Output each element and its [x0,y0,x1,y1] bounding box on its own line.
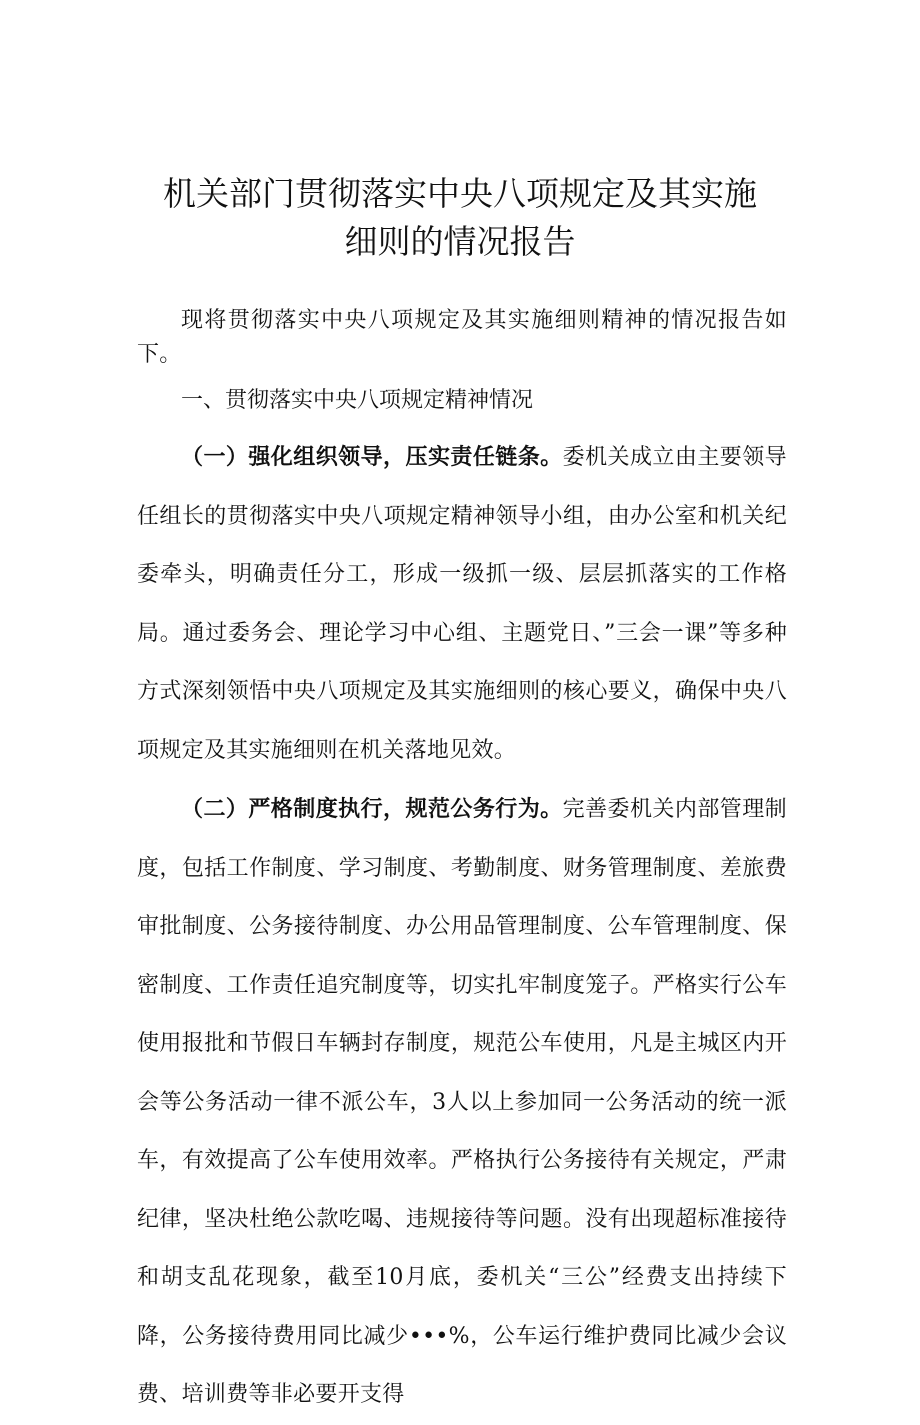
document-title-line-1: 机关部门贯彻落实中央八项规定及其实施 [163,174,757,213]
paragraph-1 [137,428,787,780]
document-body [137,304,787,1425]
paragraph-1-lead: （一）强化组织领导，压实责任链条。 [181,444,563,470]
paragraph-2-body: 完善委机关内部管理制度，包括工作制度、学习制度、考勤制度、财务管理制度、差旅费审批制度、公务接待制度、办公用品管理制度、公车管理制度、保密制度、工作责任追究制度等，切实扎牢制度笼子。严格实行公车使用报批和节假日车辆封存制度，规范公车使用，凡是主城区内开会等公务活动一律不派公车，3人以上参加同一公务活动的统一派车，有效提高了公车使用效率。严格执行公务接待有关规定，严肃纪律，坚决杜绝公款吃喝、违规接待等问题。没有出现超标准接待和胡支乱花现象，截至10月底，委机关“三公”经费支出持续下降，公务接待费用同比减少•••%，公车运行维护费同比减少会议费、培训费等非必要开支得 [137,797,787,1407]
paragraph-2-lead: （二）严格制度执行，规范公务行为。 [181,796,563,822]
paragraph-2 [137,780,787,1425]
intro-paragraph: 现将贯彻落实中央八项规定及其实施细则精神的情况报告如下。 [137,308,787,367]
document-title-line-2: 细则的情况报告 [344,222,576,261]
paragraph-1-body: 委机关成立由主要领导任组长的贯彻落实中央八项规定精神领导小组，由办公室和机关纪委牵头，明确责任分工，形成一级抓一级、层层抓落实的工作格局。通过委务会、理论学习中心组、主题党日、”三会一课”等多种方式深刻领悟中央八项规定及其实施细则的核心要义，确保中央八项规定及其实施细则在机关落地见效。 [137,445,787,763]
section-heading-1: 一、贯彻落实中央八项规定精神情况 [181,388,534,413]
